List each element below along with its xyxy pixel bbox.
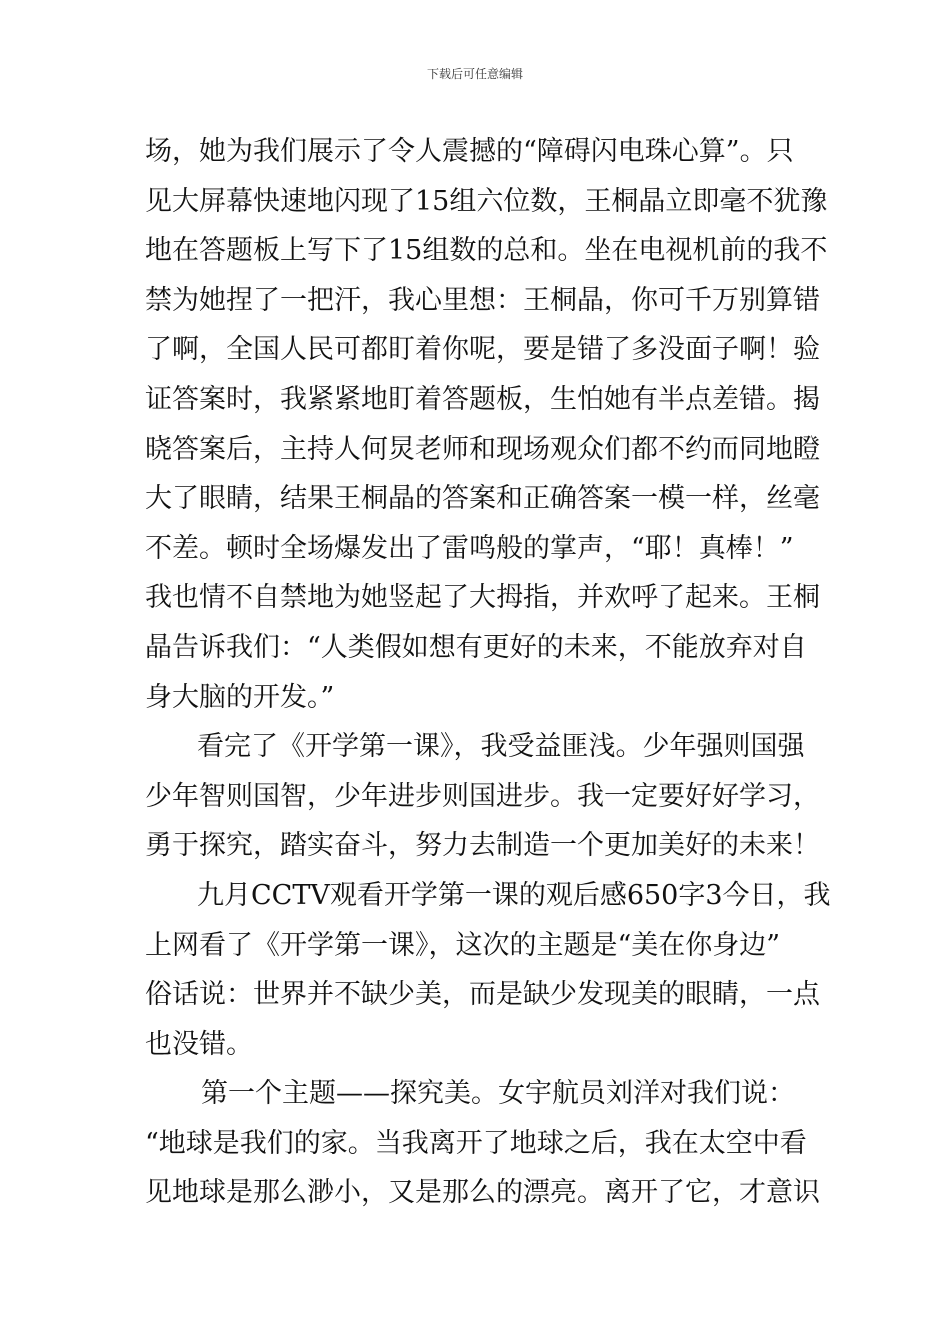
document-body xyxy=(145,127,831,1218)
text-line: “地球是我们的家。当我离开了地球之后，我在太空中看 xyxy=(145,1127,807,1159)
text-line: 见地球是那么渺小，又是那么的漂亮。离开了它，才意识 xyxy=(145,1177,820,1209)
text-line: 了啊，全国人民可都盯着你呢，要是错了多没面子啊！验 xyxy=(145,334,820,366)
page-header: 下载后可任意编辑 xyxy=(426,67,523,81)
text-line: 见大屏幕快速地闪现了15组六位数，王桐晶立即毫不犹豫 xyxy=(145,185,828,217)
text-line: 上网看了《开学第一课》，这次的主题是“美在你身边” xyxy=(145,929,781,961)
text-line: 证答案时，我紧紧地盯着答题板，生怕她有半点差错。揭 xyxy=(145,383,820,415)
text-line: 我也情不自禁地为她竖起了大拇指，并欢呼了起来。王桐 xyxy=(145,582,820,614)
text-line: 场，她为我们展示了令人震撼的“障碍闪电珠心算”。只 xyxy=(145,136,794,167)
text-line: 不差。顿时全场爆发出了雷鸣般的掌声，“耶！真棒！” xyxy=(145,532,794,564)
paragraph-start-line: 看完了《开学第一课》，我受益匪浅。少年强则国强 xyxy=(197,731,805,763)
paragraph-start-line: 九月CCTV观看开学第一课的观后感650字3今日，我 xyxy=(197,879,831,911)
text-line: 晶告诉我们：“人类假如想有更好的未来，不能放弃对自 xyxy=(145,631,807,663)
text-line: 晓答案后，主持人何炅老师和现场观众们都不约而同地瞪 xyxy=(145,433,820,465)
paragraph-start-line: 第一个主题——探究美。女宇航员刘洋对我们说： xyxy=(201,1078,795,1110)
text-line: 地在答题板上写下了15组数的总和。坐在电视机前的我不 xyxy=(145,235,828,267)
text-line: 身大脑的开发。” xyxy=(145,681,335,713)
text-line: 大了眼睛，结果王桐晶的答案和正确答案一模一样，丝毫 xyxy=(145,483,820,515)
text-line: 少年智则国智，少年进步则国进步。我一定要好好学习， xyxy=(145,780,820,812)
text-line: 勇于探究，踏实奋斗，努力去制造一个更加美好的未来！ xyxy=(145,830,820,862)
text-line: 禁为她捏了一把汗，我心里想：王桐晶，你可千万别算错 xyxy=(145,284,820,316)
text-line: 也没错。 xyxy=(145,1028,253,1060)
text-line: 俗话说：世界并不缺少美，而是缺少发现美的眼睛，一点 xyxy=(145,979,820,1011)
